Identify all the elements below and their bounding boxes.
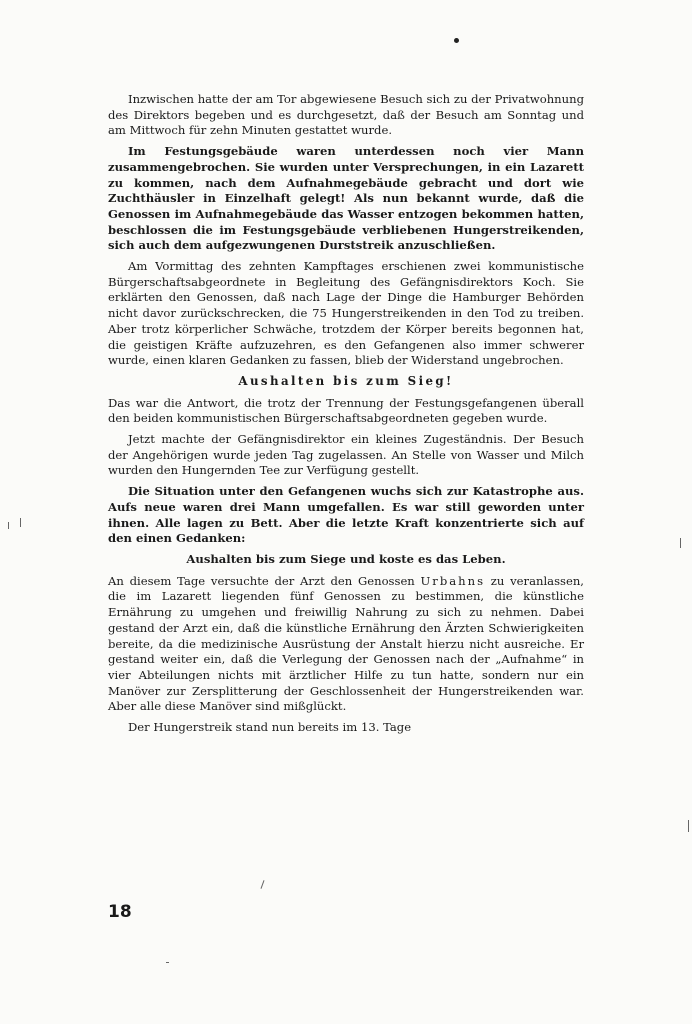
paragraph-2: Im Festungsgebäude waren unterdessen noch vier Mann zusammengebrochen. Sie wurden unter Versprechungen, in ein Lazarett zu kommen, nach dem Aufnahmegebäude gebracht und dort wie Zuchthäusler in Einzelhaft gelegt! Als nun bekannt wurde, daß die Genossen im Aufnahmegebäude das Wasser entzogen bekommen hatten, beschlossen die im Festungsgebäude verbliebenen Hungerstreikenden, sich auch dem aufgezwungenen Durststreik anzuschließen. [108,144,584,253]
paragraph-8: Der Hungerstreik stand nun bereits im 13. Tage [128,720,412,735]
paragraph-7-start: An diesem Tage versuchte der Arzt den Genossen [108,573,421,588]
scan-speck [166,962,169,963]
page-number: 18 [108,902,132,922]
centered-slogan: Aushalten bis zum Siege und koste es das Leben. [186,551,506,566]
paragraph-6: Die Situation unter den Gefangenen wuchs sich zur Katastrophe aus. Aufs neue waren drei Mann umgefallen. Es war still geworden unter ihnen. Alle lagen zu Bett. Aber die letzte Kraft konzentrierte sich auf den einen Gedanken: [108,484,584,546]
body-text [108,92,584,741]
paragraph-5: Jetzt machte der Gefängnisdirektor ein kleines Zugeständnis. Der Besuch der Angehörigen wurde jeden Tag zugelassen. An Stelle von Wasser und Milch wurden den Hungernden Tee zur Verfügung gestellt. [108,432,584,478]
section-heading: Aushalten bis zum Sieg! [238,373,454,388]
paragraph-7-rest: zu veranlassen, die im Lazarett liegenden fünf Genossen zu bestimmen, die künstliche Ernährung zu umgehen und freiwillig Nahrung zu sich zu nehmen. Dabei gestand der Arzt ein, daß die künstliche Ernährung den Ärzten Schwierigkeiten bereite, da die medizinische Ausrüstung der Anstalt hierzu nicht ausreiche. Er gestand weiter ein, daß die Verlegung der Genossen nach der „Aufnahme“ in vier Abteilungen nichts mit ärztlicher Hilfe zu tun hatte, sondern nur ein Manöver zur Zersplitterung der Geschlossenheit der Hungerstreikenden war. Aber alle diese Manöver sind mißglückt. [108,573,584,714]
scan-speck [20,518,21,527]
scan-speck [260,880,264,889]
paragraph-1: Inzwischen hatte der am Tor abgewiesene Besuch sich zu der Privatwohnung des Direktors begeben und es durchgesetzt, daß der Besuch am Sonntag und am Mittwoch für zehn Minuten gestattet wurde. [108,92,584,138]
paragraph-7 [108,574,584,715]
person-name: Urbahns [420,573,486,588]
paragraph-3: Am Vormittag des zehnten Kampftages erschienen zwei kommunistische Bürgerschaftsabgeordnete in Begleitung des Gefängnisdirektors Koch. Sie erklärten den Genossen, daß nach Lage der Dinge die Hamburger Behörden nicht davor zurückschrecken, die 75 Hungerstreikenden in den Tod zu treiben. Aber trotz körperlicher Schwäche, trotzdem der Körper bereits begonnen hat, die geistigen Kräfte aufzuzehren, es den Gefangenen also immer schwerer wurde, einen klaren Gedanken zu fassen, blieb der Widerstand ungebrochen. [108,259,584,368]
scan-speck [688,820,689,832]
scan-speck [680,538,681,548]
paragraph-4: Das war die Antwort, die trotz der Trennung der Festungsgefangenen überall den beiden kommunistischen Bürgerschaftsabgeordneten gegeben wurde. [108,395,584,426]
scan-speck [8,522,9,529]
ink-dot [454,38,459,43]
